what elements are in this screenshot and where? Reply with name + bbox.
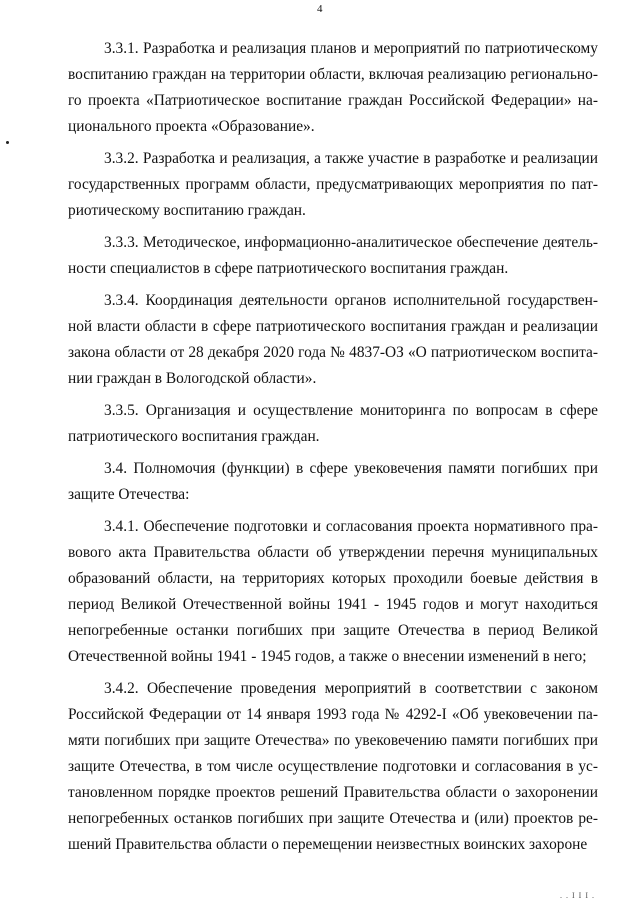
scan-mark-bottom: . . I I I . (560, 891, 595, 900)
scan-speck (6, 141, 9, 144)
document-body (68, 36, 598, 864)
paragraph-3-3-5: 3.3.5. Организация и осуществление мониторинга по вопросам в сфере патриотического воспитания граждан. (68, 402, 598, 445)
paragraph-3-3-2: 3.3.2. Разработка и реализация, а также участие в разработке и реализации государственных программ области, предусматривающих мероприятия по патриотическому воспитанию граждан. (68, 150, 598, 219)
paragraph-3-3-3: 3.3.3. Методическое, информационно-аналитическое обеспечение деятельности специалистов в сфере патриотического воспитания граждан. (68, 234, 598, 277)
page-number: 4 (317, 3, 323, 15)
paragraph-3-4: 3.4. Полномочия (функции) в сфере увековечения памяти погибших при защите Отечества: (68, 460, 598, 503)
paragraph-3-3-1: 3.3.1. Разработка и реализация планов и мероприятий по патриотическому воспитанию граждан на территории области, включая реализацию регионального проекта «Патриотическое воспитание граждан Российской Федерации» национального проекта «Образование». (68, 40, 598, 135)
paragraph-3-4-1: 3.4.1. Обеспечение подготовки и согласования проекта нормативного правового акта Правительства области об утверждении перечня муниципальных образований области, на территориях которых проходили боевые действия в период Великой Отечественной войны 1941 - 1945 годов и могут находиться непогребенные останки погибших при защите Отечества в период Великой Отечественной войны 1941 - 1945 годов, а также о внесении изменений в него; (68, 518, 598, 665)
paragraph-3-3-4: 3.3.4. Координация деятельности органов исполнительной государственной власти области в сфере патриотического воспитания граждан и реализации закона области от 28 декабря 2020 года № 4837-ОЗ «О патриотическом воспитании граждан в Вологодской области». (68, 292, 598, 387)
paragraph-3-4-2: 3.4.2. Обеспечение проведения мероприятий в соответствии с законом Российской Федерации от 14 января 1993 года № 4292-I «Об увековечении памяти погибших при защите Отечества» по увековечению памяти погибших при защите Отечества, в том числе осуществление подготовки и согласования в установленном порядке проектов решений Правительства области о захоронении непогребенных останков погибших при защите Отечества и (или) проектов решений Правительства области о перемещении неизвестных воинских захороне (68, 680, 598, 853)
